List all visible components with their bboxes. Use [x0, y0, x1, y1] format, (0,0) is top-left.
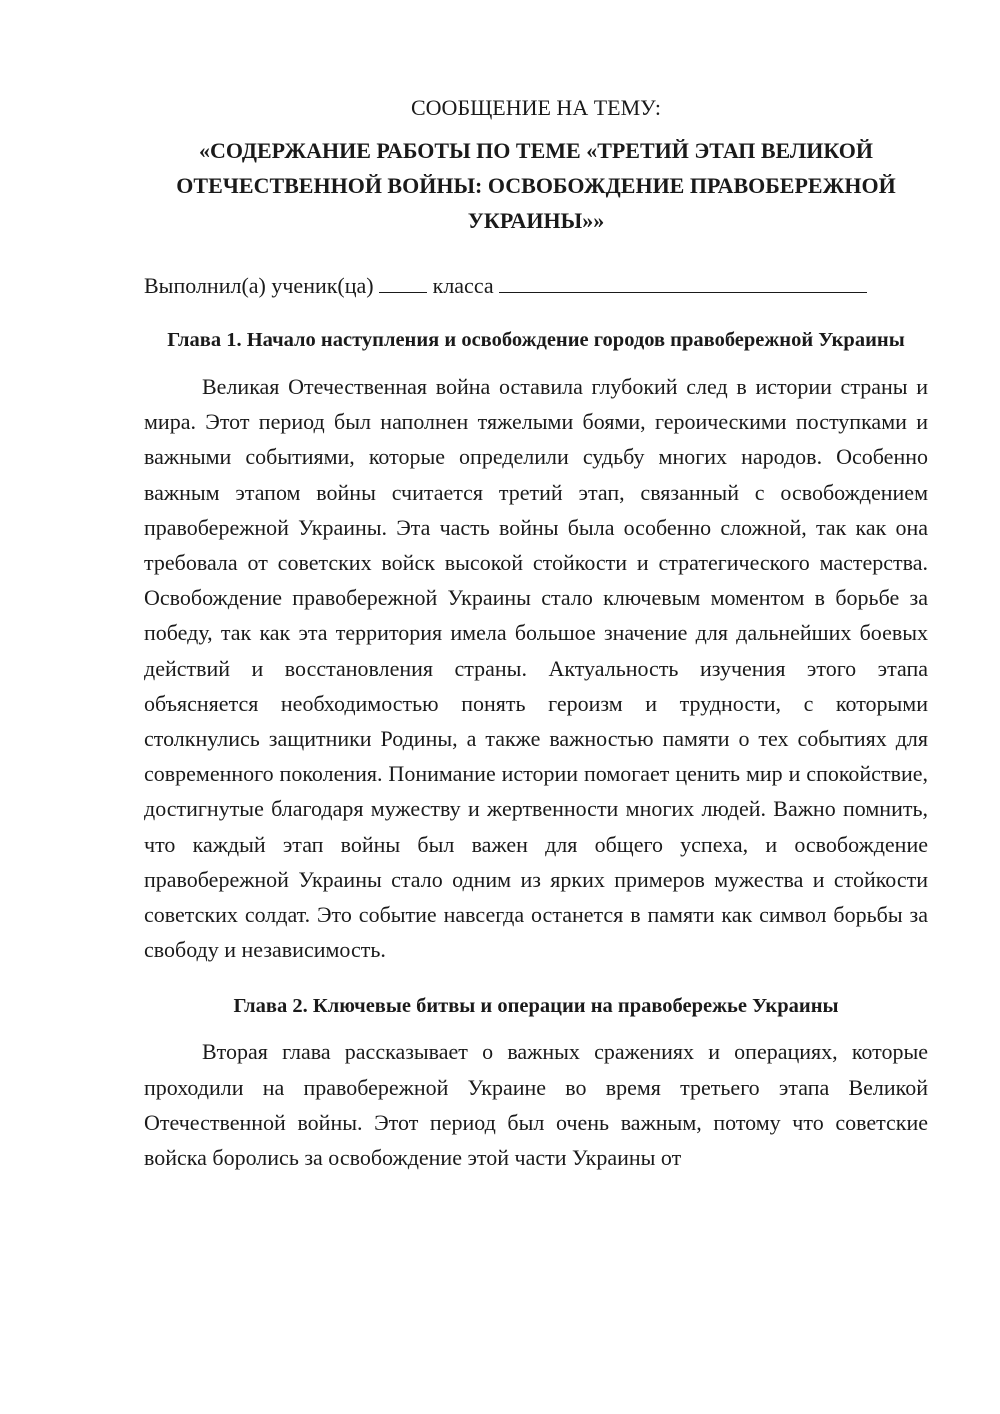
chapter-2-heading: Глава 2. Ключевые битвы и операции на правобережье Украины: [233, 995, 839, 1018]
name-blank-line: [499, 268, 867, 293]
class-label: класса: [432, 273, 494, 298]
class-blank-line: [379, 268, 427, 293]
chapter-1-paragraph: Великая Отечественная война оставила глубокий след в истории страны и мира. Этот период был наполнен тяжелыми боями, героическими поступками и важными событиями, которые определили судьбу многих народов. Особенно важным этапом войны считается третий этап, связанный с освобождением правобережной Украины. Эта часть войны была особенно сложной, так как она требовала от советских войск высокой стойкости и стратегического мастерства. Освобождение правобережной Украины стало ключевым моментом в борьбе за победу, так как эта территория имела большое значение для дальнейших боевых действий и восстановления страны. Актуальность изучения этого этапа объясняется необходимостью понять героизм и трудности, с которыми столкнулись защитники Родины, а также важностью памяти о тех событиях для современного поколения. Понимание истории помогает ценить мир и спокойствие, достигнутые благодаря мужеству и жертвенности многих людей. Важно помнить, что каждый этап войны был важен для общего успеха, и освобождение правобережной Украины стало одним из ярких примеров мужества и стойкости советских солдат. Это событие навсегда останется в памяти как символ борьбы за свободу и независимость.: [144, 374, 928, 963]
author-label: Выполнил(а) ученик(ца): [144, 273, 374, 298]
document-title: «СОДЕРЖАНИЕ РАБОТЫ ПО ТЕМЕ «ТРЕТИЙ ЭТАП ВЕЛИКОЙ ОТЕЧЕСТВЕННОЙ ВОЙНЫ: ОСВОБОЖДЕНИЕ ПРАВОБЕРЕЖНОЙ УКРАИНЫ»»: [176, 138, 896, 233]
document-page: [144, 90, 928, 1175]
author-line: [144, 268, 928, 303]
chapter-1-heading: Глава 1. Начало наступления и освобождение городов правобережной Украины: [167, 329, 905, 351]
chapter-2-paragraph: Вторая глава рассказывает о важных сражениях и операциях, которые проходили на правобережной Украине во время третьего этапа Великой Отечественной войны. Этот период был очень важным, потому что советские войска боролись за освобождение этой части Украины от: [144, 1039, 928, 1171]
document-header: СООБЩЕНИЕ НА ТЕМУ:: [411, 95, 661, 120]
